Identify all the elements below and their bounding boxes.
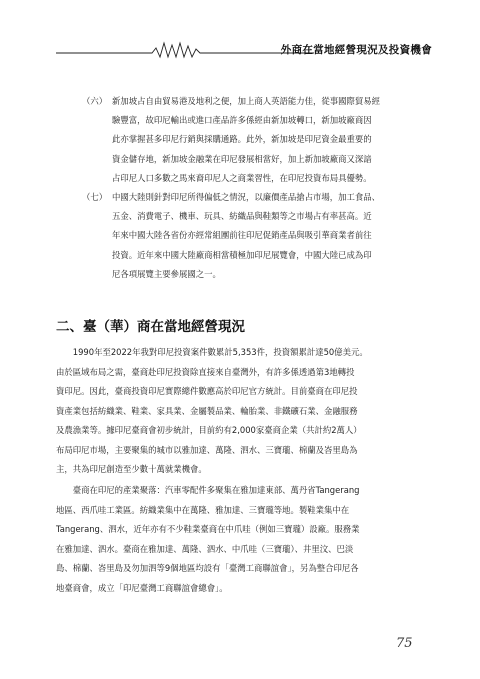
- text-line: 由於區域布局之需，臺商赴印尼投資除直接來自臺灣外，有許多係透過第3地轉投: [56, 366, 355, 377]
- text-line: 臺商在印尼的產業聚落：汽車零配件多聚集在雅加達東部、萬丹省Tangerang: [56, 485, 360, 495]
- paragraph-industry-clusters: [56, 481, 426, 598]
- page-number: 75: [396, 636, 413, 651]
- item-number: （六）: [82, 96, 108, 106]
- text-line: 新加坡占自由貿易港及地利之便，加上商人英語能力佳，從事國際貿易經: [112, 96, 380, 106]
- text-line: 資金儲存地，新加坡金融業在印尼發展相當好，加上新加坡廠商又深諳: [112, 153, 372, 164]
- text-line: 資產業包括紡織業、鞋業、家具業、金屬製品業、輪胎業、非鐵礦石業、金融服務: [56, 405, 358, 416]
- text-line: 中國大陸則針對印尼所得偏低之情況，以廉價產品搶占市場，加工食品、: [112, 192, 380, 203]
- text-line: 1990年至2022年我對印尼投資案件數累計5,353件，投資額累計達50億美元。: [56, 347, 368, 357]
- text-line: 島、棉蘭、峇里島及勿加泗等9個地區均設有「臺灣工商聯誼會」，另為整合印尼各: [56, 563, 359, 573]
- text-line: 布局印尼市場，主要聚集的城市以雅加達、萬隆、泗水、三寶瓏、棉蘭及峇里島為: [56, 444, 358, 455]
- text-line: 資印尼。因此，臺商投資印尼實際總件數應高於印尼官方統計。目前臺商在印尼投: [56, 386, 358, 396]
- header-title: 外商在當地經營現況及投資機會: [280, 44, 432, 56]
- text-line: 五金、消費電子、機車、玩具、紡織品與鞋類等之市場占有率甚高。近: [112, 211, 372, 222]
- text-line: 及農漁業等。據印尼臺商會初步統計，目前約有2,000家臺商企業（共計約2萬人）: [56, 425, 362, 435]
- paragraph-investment-overview: [56, 343, 426, 480]
- text-line: 投資。近年來中國大陸廠商相當積極加印尼展覽會，中國大陸已成為印: [112, 249, 372, 260]
- item-text: [112, 188, 426, 284]
- text-line: 占印尼人口多數之馬來裔印尼人之商業習性，在印尼投資布局具優勢。: [112, 172, 372, 183]
- text-line: 尼各項展覽主要參展國之一。: [112, 268, 221, 279]
- text-line: 此亦掌握甚多印尼行銷與採購通路。此外，新加坡是印尼資金最重要的: [112, 134, 372, 145]
- item-text: [112, 92, 426, 188]
- numbered-list: [56, 92, 426, 284]
- running-header: [56, 40, 432, 60]
- text-line: 地區、西爪哇工業區。紡織業集中在萬隆、雅加達、三寶瓏等地。製鞋業集中在: [56, 504, 350, 515]
- text-line: 驗豐富，故印尼輸出或進口產品許多係經由新加坡轉口，新加坡廠商因: [112, 115, 372, 126]
- text-line: Tangerang、泗水，近年亦有不少鞋業臺商在中爪哇（例如三寶瓏）設廠。服務業: [56, 524, 360, 534]
- text-line: 年來中國大陸各省份亦經常組團前往印尼促銷產品與吸引華商業者前往: [112, 230, 372, 241]
- text-line: 地臺商會，成立「印尼臺灣工商聯誼會總會」。: [56, 582, 228, 593]
- item-number: （七）: [82, 192, 108, 203]
- section-heading: 二、臺（華）商在當地經營現況: [56, 319, 245, 335]
- text-line: 在雅加達、泗水。臺商在雅加達、萬隆、泗水、中爪哇（三寶瓏）、井里汶、巴淡: [56, 543, 354, 554]
- list-item-7: [56, 188, 426, 284]
- text-line: 主，共為印尼創造至少數十萬就業機會。: [56, 464, 207, 474]
- list-item-6: [56, 92, 426, 188]
